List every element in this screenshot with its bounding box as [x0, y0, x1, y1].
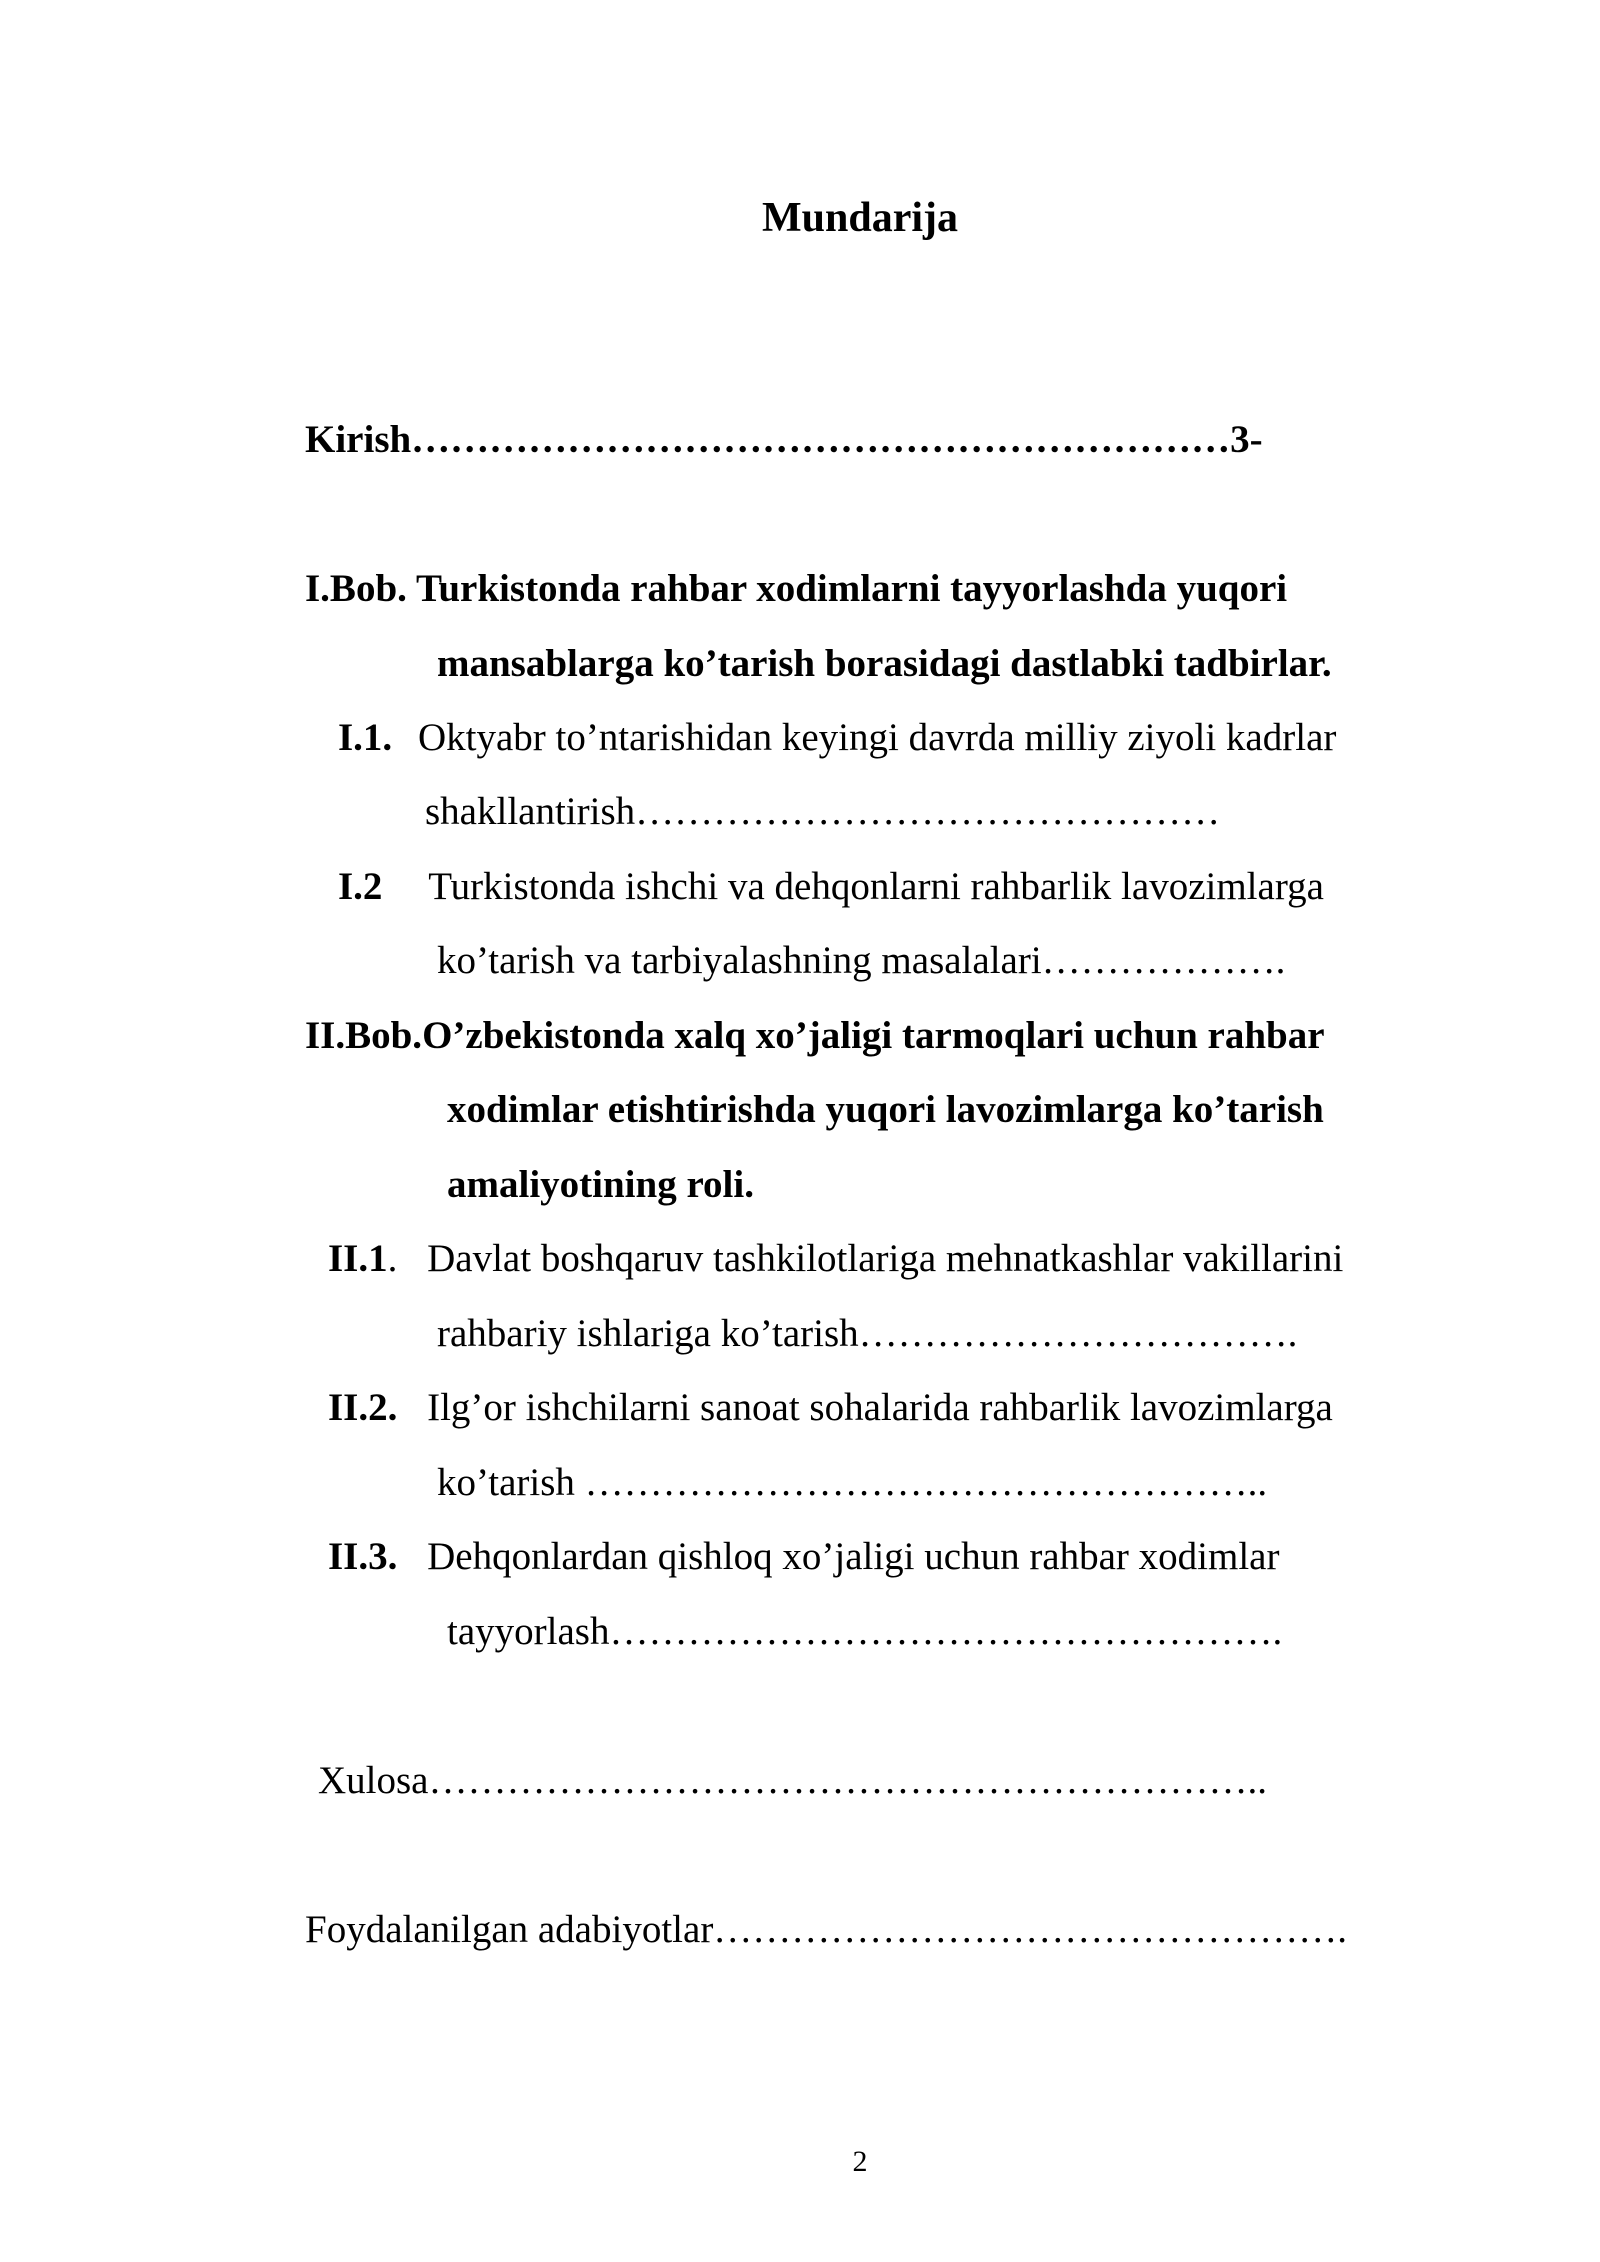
section-number: II.3. [328, 1535, 398, 1578]
toc-entry-section-2-1-cont: rahbariy ishlariga ko’tarish……………………………. [437, 1312, 1298, 1355]
section-number-suffix: . [387, 1237, 398, 1280]
toc-entry-section-1-1 [338, 710, 1336, 766]
section-title: Dehqonlardan qishloq xo’jaligi uchun rahbar xodimlar [427, 1535, 1280, 1578]
toc-entry-conclusion: Xulosa……………………………………………………….. [318, 1759, 1267, 1802]
toc-entry-section-1-2-cont: ko’tarish va tarbiyalashning masalalari………………. [437, 939, 1286, 982]
chapter-1-heading-line1 [305, 561, 1287, 617]
section-number: II.2. [328, 1386, 398, 1429]
toc-entry-section-2-2-cont: ko’tarish …………………………………………….. [437, 1461, 1268, 1504]
chapter-1-number: I.Bob. [305, 567, 407, 610]
toc-title: Mundarija [761, 195, 958, 241]
toc-entry-section-1-1-cont: shakllantirish……………………………………… [425, 790, 1221, 833]
section-title: Ilg’or ishchilarni sanoat sohalarida rahbarlik lavozimlarga [427, 1386, 1333, 1429]
toc-entry-references: Foydalanilgan adabiyotlar…………………………………………. [305, 1908, 1348, 1951]
toc-entry-intro: Kirish………………………………………………………3- [305, 418, 1263, 461]
section-title: Oktyabr to’ntarishidan keyingi davrda milliy ziyoli kadrlar [417, 716, 1337, 759]
toc-entry-section-2-3 [328, 1529, 1279, 1585]
chapter-2-heading-line1 [305, 1008, 1325, 1064]
toc-entry-section-1-2 [338, 859, 1324, 915]
section-number: II.1 [328, 1237, 388, 1280]
section-number: I.2 [338, 865, 383, 908]
chapter-2-heading-line2: xodimlar etishtirishda yuqori lavozimlarga ko’tarish [447, 1088, 1324, 1131]
section-number: I.1. [338, 716, 393, 759]
chapter-1-heading-line2: mansablarga ko’tarish borasidagi dastlabki tadbirlar. [437, 642, 1332, 685]
toc-entry-section-2-3-cont: tayyorlash……………………………………………. [447, 1610, 1283, 1653]
section-title: Turkistonda ishchi va dehqonlarni rahbarlik lavozimlarga [428, 865, 1324, 908]
chapter-2-heading-line3: amaliyotining roli. [447, 1163, 754, 1206]
page-number: 2 [852, 2145, 868, 2178]
chapter-1-title: Turkistonda rahbar xodimlarni tayyorlashda yuqori [415, 567, 1288, 610]
toc-entry-section-2-1 [328, 1231, 1343, 1287]
chapter-2-title: O’zbekistonda xalq xo’jaligi tarmoqlari uchun rahbar [422, 1014, 1325, 1057]
section-title: Davlat boshqaruv tashkilotlariga mehnatkashlar vakillarini [427, 1237, 1344, 1280]
toc-entry-section-2-2 [328, 1380, 1333, 1436]
chapter-2-number: II.Bob. [305, 1014, 423, 1057]
